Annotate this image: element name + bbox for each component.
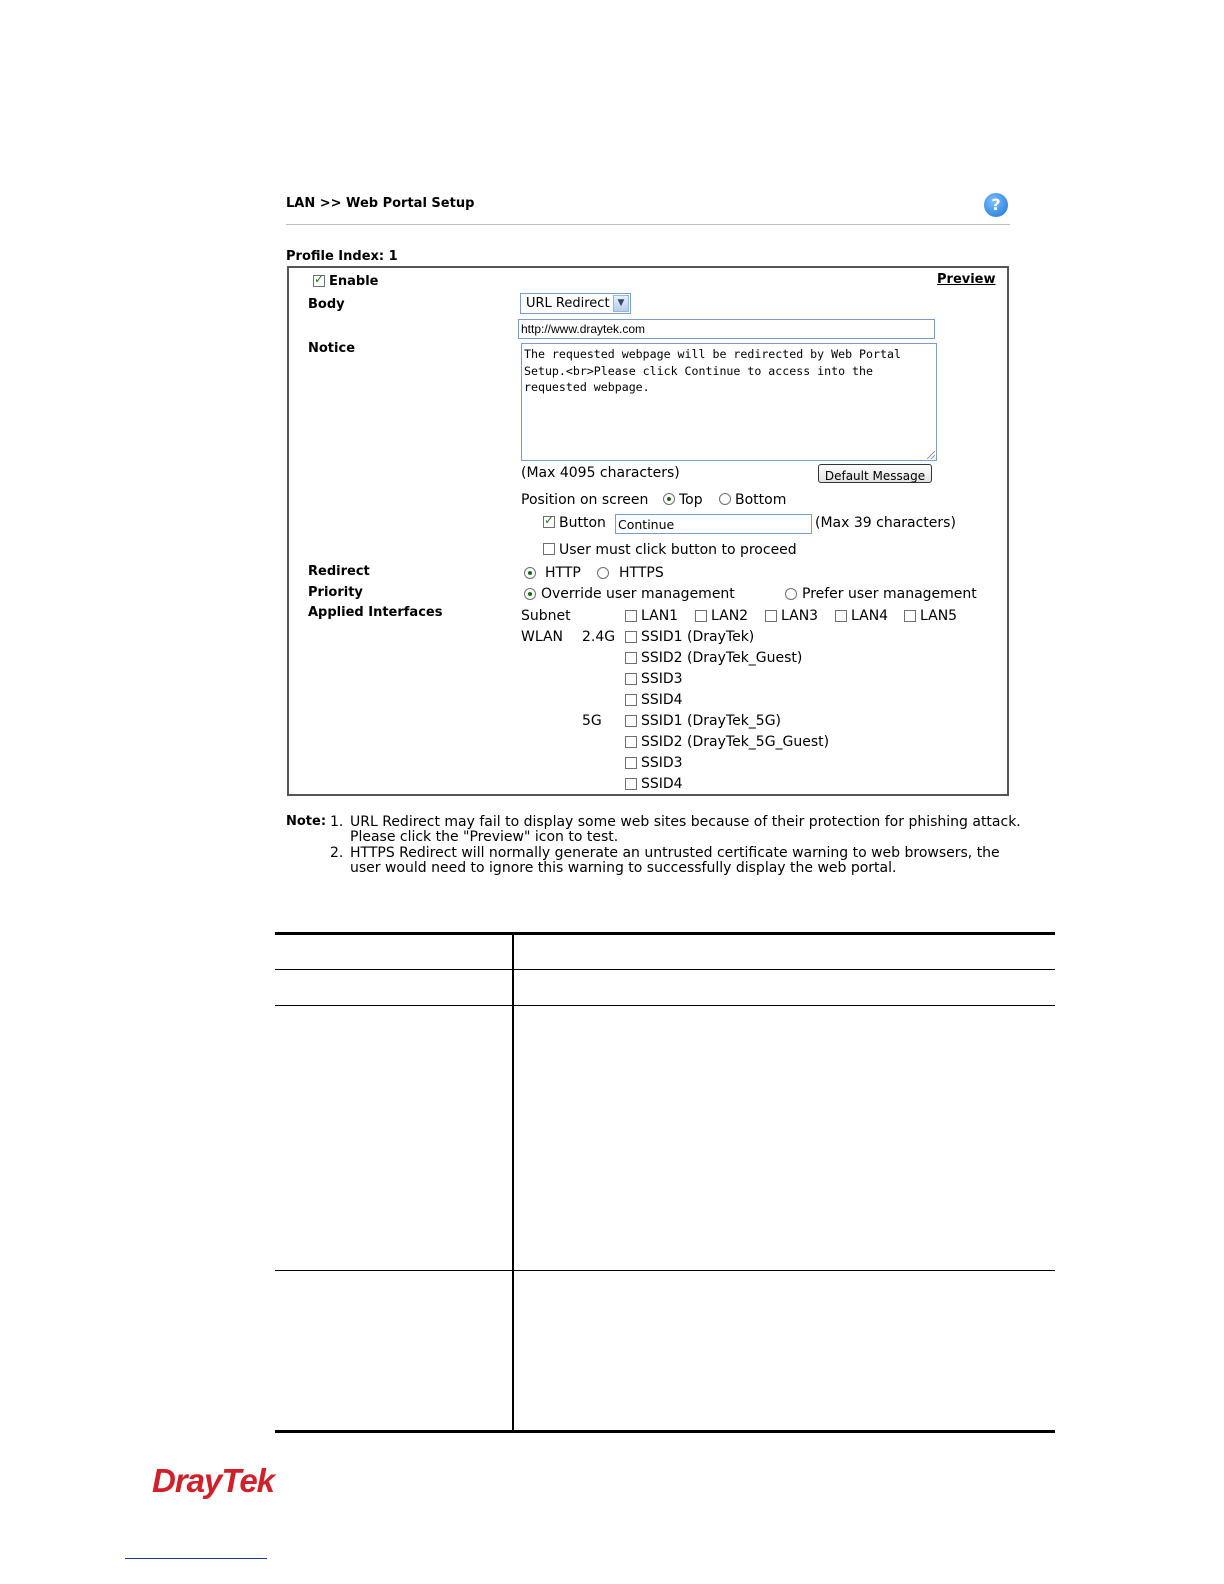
must-click-checkbox[interactable] <box>543 543 555 555</box>
header-divider <box>286 224 1010 225</box>
applied-interfaces-label: Applied Interfaces <box>308 605 443 620</box>
redirect-https-label: HTTPS <box>619 565 664 581</box>
lan1-checkbox[interactable] <box>625 610 637 622</box>
table-column-divider <box>512 932 514 1432</box>
note-1-line1: URL Redirect may fail to display some web sites because of their protection for phishing attack. <box>350 814 1021 830</box>
priority-override-label: Override user management <box>541 586 735 602</box>
note-2-line1: HTTPS Redirect will normally generate an untrusted certificate warning to web browsers, the <box>350 845 1000 861</box>
lan3-label: LAN3 <box>781 608 819 624</box>
priority-prefer-label: Prefer user management <box>802 586 977 602</box>
subnet-label: Subnet <box>521 608 571 624</box>
lan3-checkbox[interactable] <box>765 610 777 622</box>
ssid1-5-label: SSID1 (DrayTek_5G) <box>641 713 782 729</box>
priority-override-radio[interactable] <box>524 588 536 600</box>
note-label: Note: <box>286 814 327 829</box>
position-top-radio[interactable] <box>663 493 675 505</box>
profile-index: Profile Index: 1 <box>286 249 398 264</box>
ssid3-5-label: SSID3 <box>641 755 683 771</box>
band-5-label: 5G <box>582 713 602 729</box>
ssid4-5-checkbox[interactable] <box>625 778 637 790</box>
ssid2-24-label: SSID2 (DrayTek_Guest) <box>641 650 803 666</box>
notice-textarea[interactable] <box>521 343 937 461</box>
ssid3-5-checkbox[interactable] <box>625 757 637 769</box>
table-bottom-border <box>275 1430 1055 1433</box>
ssid1-5-checkbox[interactable] <box>625 715 637 727</box>
ssid1-24-checkbox[interactable] <box>625 631 637 643</box>
ssid2-5-label: SSID2 (DrayTek_5G_Guest) <box>641 734 830 750</box>
enable-label: Enable <box>329 274 379 289</box>
breadcrumb: LAN >> Web Portal Setup <box>286 196 475 211</box>
priority-label: Priority <box>308 585 363 600</box>
help-icon[interactable]: ? <box>984 193 1008 217</box>
notice-label: Notice <box>308 341 356 356</box>
ssid3-24-label: SSID3 <box>641 671 683 687</box>
note-1-line2: Please click the "Preview" icon to test. <box>350 829 619 845</box>
lan4-label: LAN4 <box>851 608 889 624</box>
note-1-number: 1. <box>330 814 344 830</box>
preview-link[interactable]: Preview <box>937 272 996 287</box>
ssid3-24-checkbox[interactable] <box>625 673 637 685</box>
default-message-button[interactable] <box>818 464 932 483</box>
must-click-label: User must click button to proceed <box>559 542 797 558</box>
ssid2-5-checkbox[interactable] <box>625 736 637 748</box>
redirect-http-radio[interactable] <box>524 567 536 579</box>
ssid2-24-checkbox[interactable] <box>625 652 637 664</box>
url-input-value: http://www.draytek.com <box>521 322 646 336</box>
url-input[interactable] <box>518 319 935 339</box>
redirect-http-label: HTTP <box>545 565 581 581</box>
lan5-checkbox[interactable] <box>904 610 916 622</box>
lan5-label: LAN5 <box>920 608 958 624</box>
band-24-label: 2.4G <box>582 629 616 645</box>
body-label: Body <box>308 297 345 312</box>
redirect-https-radio[interactable] <box>597 567 609 579</box>
button-text-input[interactable] <box>615 514 812 534</box>
priority-prefer-radio[interactable] <box>785 588 797 600</box>
position-bottom-radio[interactable] <box>719 493 731 505</box>
position-top-label: Top <box>679 492 703 508</box>
ssid4-24-checkbox[interactable] <box>625 694 637 706</box>
footer-rule <box>125 1558 267 1559</box>
default-message-label: Default Message <box>824 469 926 483</box>
position-label: Position on screen <box>521 492 649 508</box>
lan4-checkbox[interactable] <box>835 610 847 622</box>
wlan-label: WLAN <box>521 629 564 645</box>
table-top-border <box>275 932 1055 935</box>
ssid4-24-label: SSID4 <box>641 692 683 708</box>
redirect-label: Redirect <box>308 564 370 579</box>
lan2-label: LAN2 <box>711 608 749 624</box>
position-bottom-label: Bottom <box>735 492 787 508</box>
lan1-label: LAN1 <box>641 608 679 624</box>
notice-text: The requested webpage will be redirected by Web Portal Setup.<br>Please click Continue to access into the requested webpage. <box>524 347 901 394</box>
table-row-divider <box>275 969 1055 970</box>
note-2-line2: user would need to ignore this warning to successfully display the web portal. <box>350 860 897 876</box>
note-2-number: 2. <box>330 845 344 861</box>
chevron-down-icon: ▼ <box>613 295 629 312</box>
enable-checkbox[interactable] <box>313 275 325 287</box>
lan2-checkbox[interactable] <box>695 610 707 622</box>
table-row-divider <box>275 1005 1055 1006</box>
button-max-note: (Max 39 characters) <box>815 515 956 531</box>
button-checkbox[interactable] <box>543 516 555 528</box>
table-row-divider <box>275 1270 1055 1271</box>
body-select[interactable] <box>520 293 631 314</box>
body-select-value: URL Redirect <box>526 296 610 311</box>
ssid4-5-label: SSID4 <box>641 776 683 792</box>
resize-handle-icon[interactable] <box>927 451 935 459</box>
button-checkbox-label: Button <box>559 515 606 531</box>
ssid1-24-label: SSID1 (DrayTek) <box>641 629 755 645</box>
draytek-logo: DrayTek <box>152 1462 275 1499</box>
max-chars-note: (Max 4095 characters) <box>521 465 680 481</box>
button-text-value: Continue <box>618 517 675 532</box>
